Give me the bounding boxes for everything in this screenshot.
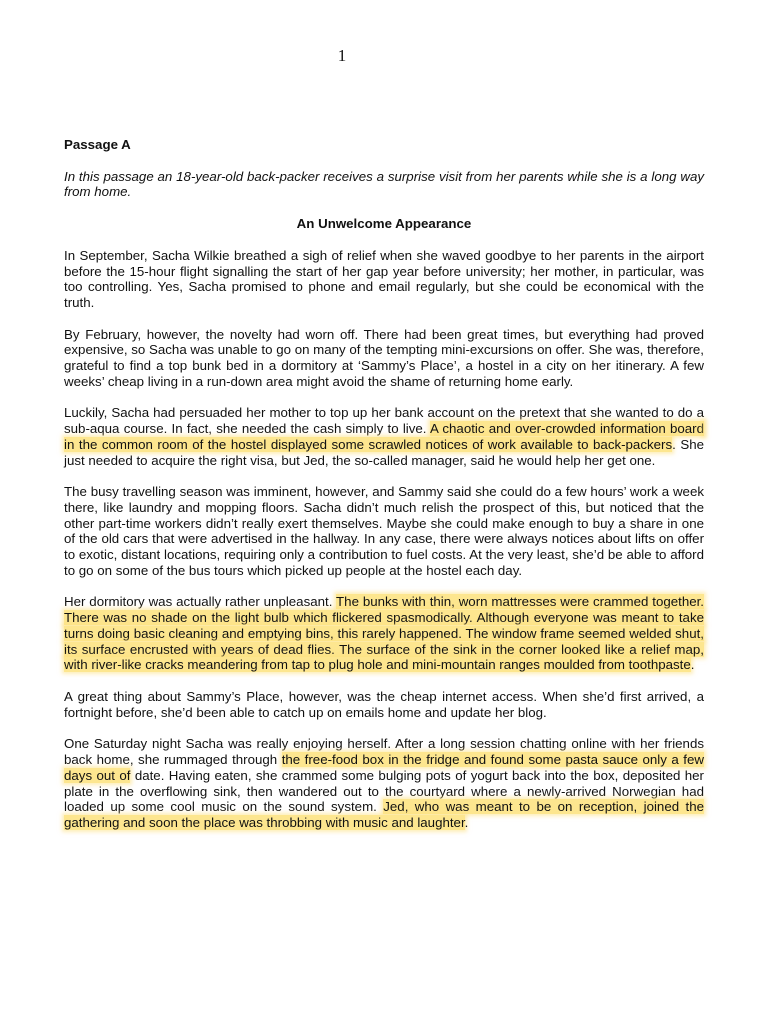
highlighted-text: The bunks with thin, worn mattresses were crammed together. There was no shade on the light bulb which flickered spasmodically. Although everyone was meant to take turns doing basic cleaning and emptying bins, this rarely happened. The window frame seemed welded shut, its surface encrusted with years of dead flies. The surface of the sink in the corner looked like a relief map, with river-like cracks meandering from tap to plug hole and mini-mountain ranges moulded from toothpaste — [64, 594, 704, 673]
paragraph — [64, 248, 704, 311]
highlighted-text: A chaotic and over-crowded information board — [430, 421, 705, 437]
passage-title: An Unwelcome Appearance — [296, 216, 472, 232]
paragraph — [64, 405, 704, 468]
paragraph — [64, 689, 704, 720]
paragraph — [64, 484, 704, 578]
paragraph-text: . She just needed to acquire the right visa, but Jed, the so-called manager, said he would help her get one. — [64, 436, 704, 468]
paragraph-text: Her dormitory was actually rather unpleasant. — [64, 594, 337, 610]
passage-body — [64, 137, 704, 847]
paragraph-text: By February, however, the novelty had worn off. There had been great times, but everything had proved expensive, so Sacha was unable to go on many of the tempting mini-excursions on offer. She was, therefore, grateful to find a top bunk bed in a dormitory at ‘Sammy’s Place’, a hostel in a city on her itinerary. A few weeks’ cheap living in a run-down area might avoid the shame of returning home early. — [64, 326, 704, 389]
highlighted-text: in the common room of the hostel displayed some scrawled notices of work available to back-packers — [64, 436, 673, 452]
paragraph — [64, 736, 704, 830]
paragraph-text: One Saturday night Sacha was really enjoying herself. After a long session chatting online with her friends back home, she rummaged through — [64, 736, 704, 768]
passage-intro: In this passage an 18-year-old back-packer receives a surprise visit from her parents while she is a long way from home. — [64, 168, 704, 200]
passage-label: Passage A — [64, 137, 131, 152]
paragraph-text: . — [690, 657, 695, 673]
paragraph-list — [64, 248, 704, 831]
paragraph-text: In September, Sacha Wilkie breathed a sigh of relief when she waved goodbye to her parents in the airport before the 15-hour flight signalling the start of her gap year before university; her mother, in particular, was too controlling. Yes, Sacha promised to phone and email regularly, but she could be economical with the truth. — [64, 247, 704, 310]
paragraph-text: date. Having eaten, she crammed some bulging pots of yogurt back into the box, deposited her plate in the overflowing sink, then wandered out to the courtyard where a newly-arrived Norwegian had loaded up some cool music on the sound system. — [64, 767, 704, 815]
paragraph-text: . — [464, 814, 469, 830]
paragraph — [64, 327, 704, 390]
paragraph — [64, 594, 704, 673]
highlighted-text: the free-food box in the fridge and found some pasta sauce only a few days out of — [64, 752, 705, 783]
page-number: 1 — [337, 46, 347, 65]
paragraph-text: The busy travelling season was imminent, however, and Sammy said she could do a few hours’ work a week there, like laundry and mopping floors. Sacha didn’t much relish the prospect of this, but noticed that the other part-time workers didn’t really exert themselves. Maybe she could make enough to buy a share in one of the old cars that were advertised in the hallway. In any case, there were always notices about lifts on offer to exotic, distant locations, requiring only a contribution to fuel costs. At the very least, she’d be able to afford to go on some of the bus tours which picked up people at the hostel each day. — [64, 484, 704, 578]
highlighted-text: Jed, who was meant to be on reception, joined the gathering and soon the place was throbbing with music and laughter — [64, 799, 704, 830]
paragraph-text: A great thing about Sammy’s Place, however, was the cheap internet access. When she’d first arrived, a fortnight before, she’d been able to catch up on emails home and update her blog. — [64, 688, 704, 720]
paragraph-text: Luckily, Sacha had persuaded her mother to top up her bank account on the pretext that she wanted to do a sub-aqua course. In fact, she needed the cash simply to live. — [64, 405, 704, 437]
